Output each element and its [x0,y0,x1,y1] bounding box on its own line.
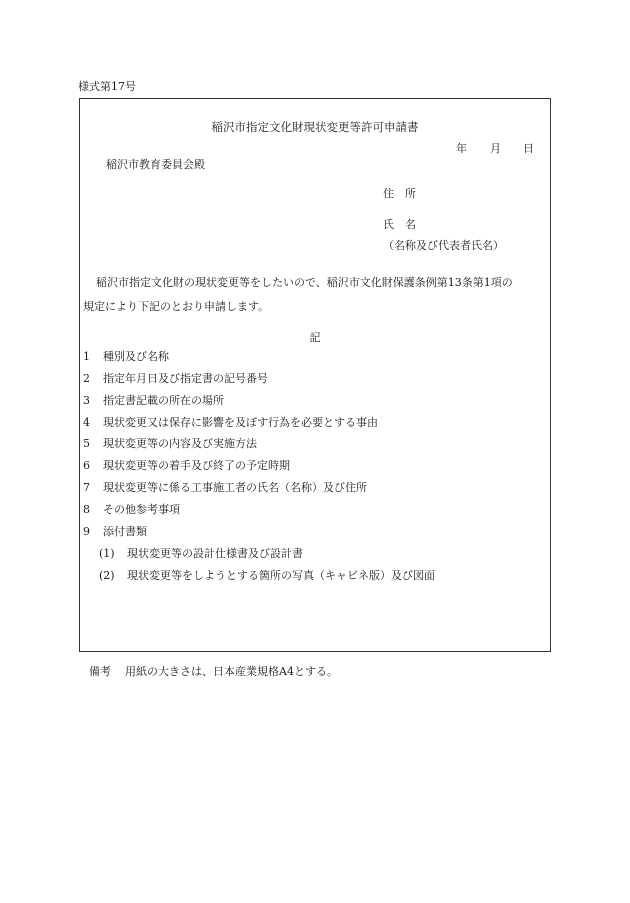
addressee: 稲沢市教育委員会殿 [106,158,205,171]
date-year: 年 [456,142,467,155]
list-item [83,525,147,539]
applicant-name-label: 氏 名 [383,218,416,231]
list-item [83,372,268,386]
remarks-text: 用紙の大きさは、日本産業規格A4とする。 [125,665,338,678]
sub-item-number: (1) [99,547,115,560]
item-number: 9 [83,525,90,538]
item-number: 4 [83,416,90,429]
form-number: 様式第17号 [78,80,136,93]
applicant-address-label: 住 所 [383,187,416,200]
list-item [83,437,257,451]
item-number: 3 [83,394,90,407]
item-text: 現状変更等の着手及び終了の予定時期 [103,459,290,472]
item-text: 指定年月日及び指定書の記号番号 [103,372,268,385]
list-item [83,481,367,495]
sub-item-text: 現状変更等の設計仕様書及び設計書 [127,547,303,560]
item-number: 8 [83,503,90,516]
applicant-name-sub: （名称及び代表者氏名） [383,239,504,252]
item-text: 添付書類 [103,525,147,538]
list-item [83,350,169,364]
remarks-label: 備考 [89,665,111,678]
sub-item-text: 現状変更等をしようとする箇所の写真（キャビネ版）及び図面 [127,569,435,582]
item-text: 指定書記載の所在の場所 [103,394,224,407]
list-item [83,416,378,430]
sub-list-item [99,547,303,561]
item-text: その他参考事項 [103,503,180,516]
date-day: 日 [523,142,534,155]
body-line-1: 稲沢市指定文化財の現状変更等をしたいので、稲沢市文化財保護条例第13条第1項の [96,276,513,289]
item-number: 1 [83,350,90,363]
item-number: 5 [83,437,90,450]
item-text: 現状変更等に係る工事施工者の氏名（名称）及び住所 [103,481,367,494]
body-line-2: 規定により下記のとおり申請します。 [83,300,270,313]
sub-item-number: (2) [99,569,115,582]
item-number: 6 [83,459,90,472]
date-month: 月 [490,142,501,155]
ki-heading: 記 [309,331,321,344]
item-text: 現状変更又は保存に影響を及ぼす行為を必要とする事由 [103,416,378,429]
item-text: 種別及び名称 [103,350,169,363]
list-item [83,503,180,517]
list-item [83,394,224,408]
list-item [83,459,290,473]
item-text: 現状変更等の内容及び実施方法 [103,437,257,450]
remarks-note [89,665,338,679]
item-number: 7 [83,481,90,494]
item-number: 2 [83,372,90,385]
sub-list-item [99,569,435,583]
document-title: 稲沢市指定文化財現状変更等許可申請書 [211,120,419,134]
